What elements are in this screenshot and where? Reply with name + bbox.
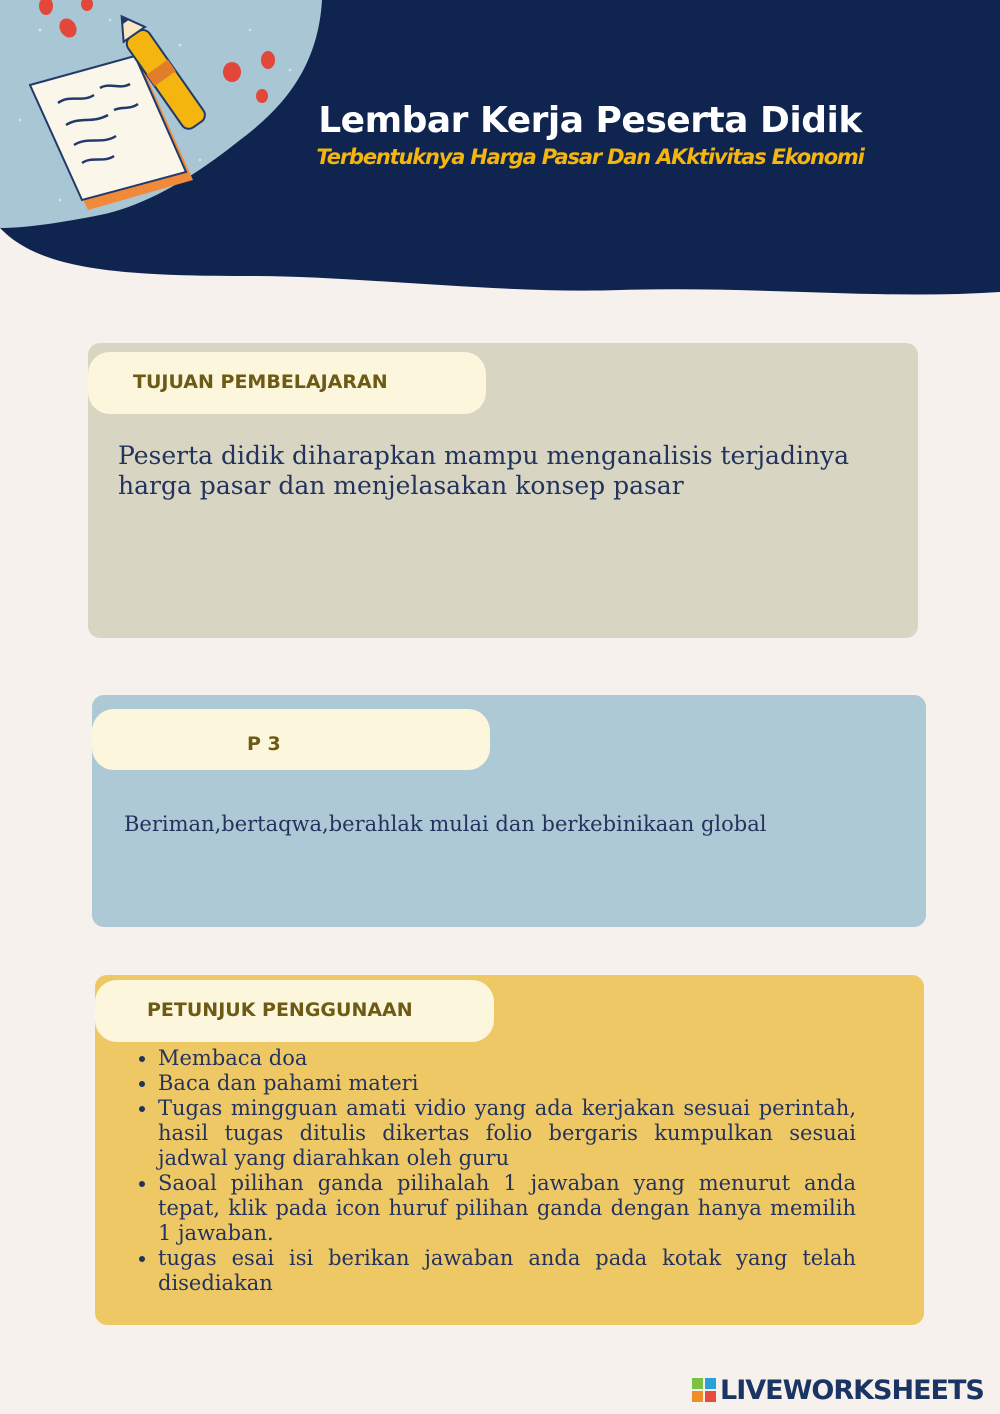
p3-heading: P 3 <box>92 709 490 770</box>
list-item: • Baca dan pahami materi <box>158 1071 856 1096</box>
liveworksheets-logo-icon <box>692 1378 716 1402</box>
list-item: • Saoal pilihan ganda pilihalah 1 jawaban yang menurut anda tepat, klik pada icon huruf pilihan ganda dengan hanya memilih 1 jawaban. <box>158 1171 856 1246</box>
page-title: Lembar Kerja Peserta Didik <box>318 100 862 141</box>
list-item: • Tugas mingguan amati vidio yang ada kerjakan sesuai perintah, hasil tugas ditulis dikertas folio bergaris kumpulkan sesuai jadwal yang diarahkan oleh guru <box>158 1096 856 1171</box>
page-subtitle: Terbentuknya Harga Pasar Dan AKktivitas Ekonomi <box>316 145 864 169</box>
objective-heading: TUJUAN PEMBELAJARAN <box>88 352 486 414</box>
list-item: • Membaca doa <box>158 1046 856 1071</box>
objective-text: Peserta didik diharapkan mampu menganalisis terjadinya harga pasar dan menjelasakan konsep pasar <box>118 441 850 500</box>
list-item: • tugas esai isi berikan jawaban anda pada kotak yang telah disediakan <box>158 1246 856 1296</box>
brand-name: LIVEWORKSHEETS <box>720 1374 984 1406</box>
liveworksheets-brand-link[interactable] <box>692 1372 984 1408</box>
instructions-heading: PETUNJUK PENGGUNAAN <box>95 980 494 1042</box>
p3-text: Beriman,bertaqwa,berahlak mulai dan berkebinikaan global <box>124 812 767 836</box>
instructions-list <box>120 1046 856 1296</box>
